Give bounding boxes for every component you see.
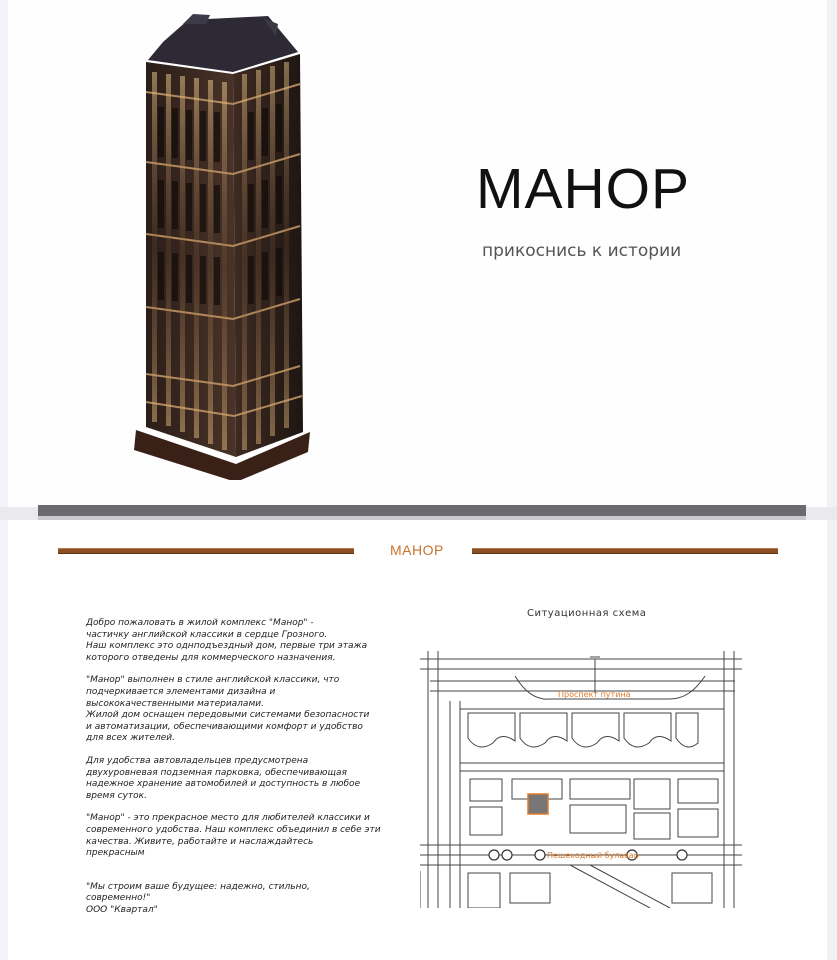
text-line: ООО "Квартал"	[86, 904, 158, 915]
text-line: время суток.	[86, 790, 147, 801]
text-line: Жилой дом оснащен передовыми системами безопасности	[86, 710, 370, 721]
cover-subtitle: прикоснись к истории	[482, 241, 682, 261]
text-line: надежное хранение автомобилей и доступность в любое	[86, 779, 361, 790]
map-title: Ситуационная схема	[527, 608, 647, 619]
cover-title: МАНОР	[476, 157, 691, 221]
paragraph	[86, 813, 386, 859]
paragraph	[86, 882, 386, 917]
text-line: прекрасным	[86, 848, 145, 859]
paragraph	[86, 675, 386, 745]
text-line: подчеркивается элементами дизайна и	[86, 686, 276, 697]
text-line: "Манор" выполнен в стиле английской классики, что	[86, 675, 340, 686]
map-label-boulevard: Пешеходный бульвар	[547, 851, 639, 860]
text-line: "Манор" - это прекрасное место для любителей классики и	[86, 813, 370, 824]
text-line: Для удобства автовладельцев предусмотрена	[86, 755, 309, 766]
text-line: "Мы строим ваше будущее: надежно, стильно,	[86, 881, 310, 892]
decorative-rule-right	[472, 548, 778, 554]
paragraph	[86, 756, 386, 802]
text-line: Добро пожаловать в жилой комплекс "Манор" -	[86, 618, 314, 628]
text-line: которого отведены для коммерческого назначения.	[86, 652, 336, 663]
decorative-rule-left	[58, 548, 354, 554]
building-render	[128, 12, 318, 480]
text-line: качества. Живите, работайте и наслаждайтесь	[86, 836, 314, 847]
map-label-avenue: Проспект путина	[558, 690, 631, 699]
text-line: современного удобства. Наш комплекс объединил в себе эти	[86, 824, 381, 835]
text-line: для всех жителей.	[86, 733, 175, 744]
section-title: МАНОР	[390, 542, 444, 558]
text-line: и автоматизации, обеспечивающими комфорт и удобство	[86, 721, 363, 732]
page-divider	[38, 505, 806, 516]
situation-map	[420, 651, 742, 908]
paragraph	[86, 618, 386, 664]
text-line: двухуровневая подземная парковка, обеспечивающая	[86, 767, 347, 778]
description-text	[86, 618, 386, 927]
text-line: современно!"	[86, 893, 151, 904]
text-line: высококачественными материалами.	[86, 698, 264, 709]
info-page	[0, 520, 837, 960]
text-line: частичку английской классики в сердце Грозного.	[86, 629, 328, 640]
text-line: Наш комплекс это однподъездный дом, первые три этажа	[86, 641, 368, 652]
